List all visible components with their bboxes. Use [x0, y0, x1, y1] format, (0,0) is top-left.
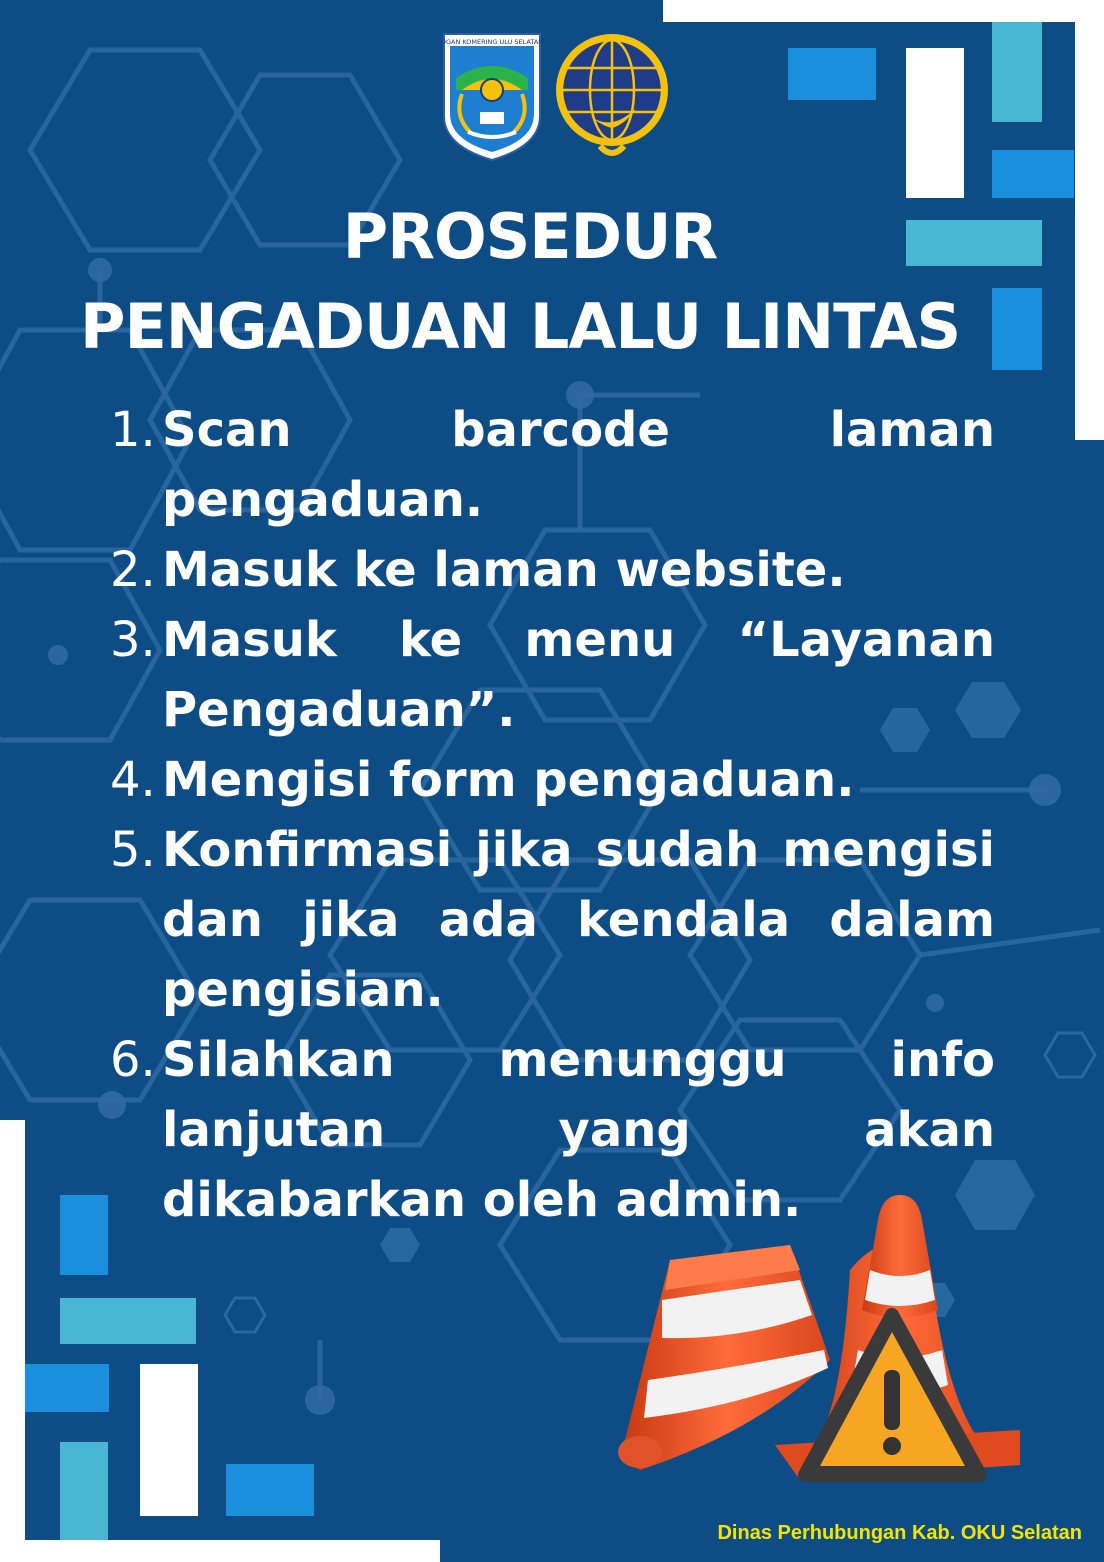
deco-block [906, 48, 964, 198]
step-item [110, 395, 995, 535]
white-frame-bottom [0, 1540, 440, 1562]
page-title-line-1: PROSEDUR [342, 200, 718, 273]
step-item [110, 745, 995, 815]
step-text: Masuk ke menu “Layanan Pengaduan”. [162, 612, 995, 738]
step-item [110, 535, 995, 605]
page-title-line-2: PENGADUAN LALU LINTAS [80, 290, 961, 363]
traffic-cones-illustration [600, 1190, 1040, 1510]
step-number: 6. [110, 1032, 156, 1088]
step-number: 4. [110, 752, 156, 808]
step-text: Silahkan menunggu info lanjutan yang akan dikabarkan oleh admin. [162, 1032, 995, 1228]
logos [440, 28, 672, 168]
step-number: 1. [110, 402, 156, 458]
transport-ministry-icon [556, 34, 668, 153]
step-text: Masuk ke laman website. [162, 542, 846, 598]
white-frame-right [1075, 0, 1104, 440]
step-text: Scan barcode laman pengaduan. [162, 402, 995, 528]
step-item [110, 815, 995, 1025]
regency-banner-text: OGAN KOMERING ULU SELATAN [440, 38, 544, 46]
white-frame-left [0, 1120, 25, 1562]
deco-block [60, 1195, 108, 1275]
step-item [110, 605, 995, 745]
deco-block [25, 1364, 109, 1412]
footer-agency-name: Dinas Perhubungan Kab. OKU Selatan [717, 1522, 1082, 1544]
step-text: Mengisi form pengaduan. [162, 752, 855, 808]
step-number: 5. [110, 822, 156, 878]
step-number: 2. [110, 542, 156, 598]
deco-block [992, 22, 1042, 122]
deco-block [226, 1464, 314, 1516]
deco-block [60, 1298, 196, 1344]
step-number: 3. [110, 612, 156, 668]
deco-block [788, 48, 876, 100]
procedure-steps [110, 395, 995, 1235]
deco-block [992, 150, 1074, 198]
tipped-cone-icon [618, 1245, 830, 1470]
deco-block [140, 1364, 198, 1516]
deco-block [992, 288, 1042, 370]
step-text: Konfirmasi jika sudah mengisi dan jika ada kendala dalam pengisian. [162, 822, 995, 1018]
white-frame-top-right [663, 0, 1104, 22]
regency-shield-icon [441, 34, 543, 160]
deco-block [60, 1442, 108, 1540]
